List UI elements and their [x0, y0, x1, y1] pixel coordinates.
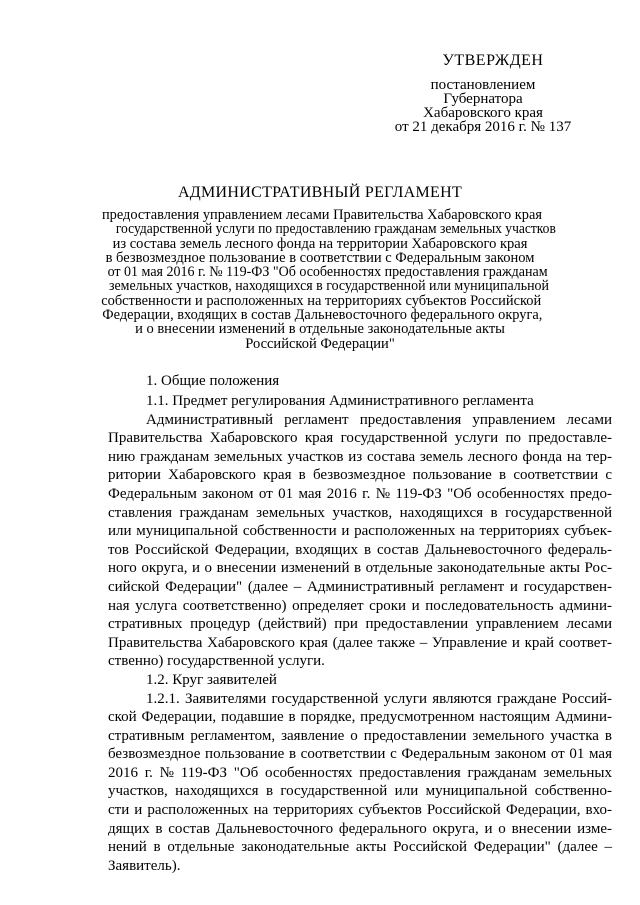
paragraph-line: стративных процедур (действий) при предоставлении управлением лесами [108, 616, 612, 633]
subtitle-line: Федерации, входящих в состав Дальневосточного федерального округа, [102, 307, 543, 324]
approval-line-3: Хабаровского края [423, 105, 543, 121]
subsection-heading: 1.2. Круг заявителей [146, 671, 277, 688]
subtitle-line: государственной услуги по предоставлению гражданам земельных участков [115, 221, 556, 238]
paragraph-line: 1.2.1. Заявителями государственной услуги являются граждане Россий- [146, 690, 612, 707]
subtitle-line: в безвозмездное пользование в соответствии с Федеральным законом [105, 249, 535, 266]
paragraph-line: участков, находящихся в государственной или муниципальной собственно- [108, 783, 612, 800]
paragraph-line: Правительства Хабаровского края (далее также – Управление и край соответ- [108, 634, 612, 651]
paragraph-line: сийской Федерации" (далее – Административный регламент и государствен- [108, 578, 612, 595]
paragraph-line: Правительства Хабаровского края государственной услуги по предоставле- [108, 430, 612, 447]
subsection-heading: 1.1. Предмет регулирования Административного регламента [146, 393, 534, 409]
paragraph-line: Административный регламент предоставления управлением лесами [146, 411, 612, 428]
paragraph-line: ного округа, и о внесении изменений в отдельные законодательные акты Рос- [108, 560, 612, 577]
paragraph-line: ской Федерации, подавшие в порядке, предусмотренном настоящим Админи- [108, 709, 612, 726]
paragraph-line: безвозмездное пользование в соответствии с Федеральным законом от 01 мая [108, 746, 612, 763]
document-title: АДМИНИСТРАТИВНЫЙ РЕГЛАМЕНТ [177, 184, 463, 201]
subtitle-line: предоставления управлением лесами Правительства Хабаровского края [101, 207, 542, 223]
body-text [108, 392, 612, 875]
paragraph-line: или муниципальной собственности и расположенных на территориях субъек- [108, 523, 612, 540]
approval-line-2: Губернатора [443, 91, 523, 107]
paragraph-line: ставления гражданам земельных участков, находящихся в государственной [108, 504, 612, 521]
paragraph-line: сти и расположенных на территориях субъектов Российской Федерации, вхо- [108, 802, 612, 819]
paragraph-line: дящих в состав Дальневосточного федерального округа, и о внесении изме- [108, 820, 612, 837]
paragraph-line: стративным регламентом, заявление о предоставлении земельного участка в [108, 727, 612, 744]
paragraph-line: нений в отдельные законодательные акты Российской Федерации" (далее – [108, 839, 612, 856]
subtitle-line: Российской Федерации" [245, 335, 395, 352]
subtitle-line: собственности и расположенных на территориях субъектов Российской [101, 292, 542, 309]
approval-date: от 21 декабря 2016 г. № 137 [394, 119, 572, 135]
approved-heading: УТВЕРЖДЕН [442, 52, 544, 69]
section-heading: 1. Общие положения [146, 373, 280, 389]
paragraph-line: тов Российской Федерации, входящих в состав Дальневосточного федераль- [108, 541, 612, 558]
paragraph-line: ритории Хабаровского края в безвозмездное пользование в соответствии с [108, 467, 612, 484]
paragraph-line: нию гражданам земельных участков из состава земель лесного фонда на тер- [108, 448, 612, 465]
paragraph-line: ственно) государственной услуги. [108, 653, 325, 670]
paragraph-line: Федеральным законом от 01 мая 2016 г. № 119-ФЗ "Об особенностях предо- [108, 485, 612, 502]
subtitle-line: земельных участков, находящихся в государственной или муниципальной [108, 278, 549, 295]
subtitle-line: из состава земель лесного фонда на территории Хабаровского края [112, 235, 528, 252]
subtitle-line: от 01 мая 2016 г. № 119-ФЗ "Об особенностях предоставления гражданам [107, 264, 548, 281]
paragraph-line: Заявитель). [108, 857, 181, 874]
approval-line-1: постановлением [430, 77, 536, 93]
subtitle-line: и о внесении изменений в отдельные законодательные акты [135, 321, 505, 338]
approval-stamp [388, 54, 578, 134]
document-subtitle [100, 207, 556, 352]
paragraph-line: ная услуга соответственно) определяет сроки и последовательность админи- [108, 597, 612, 614]
paragraph-line: 2016 г. № 119-ФЗ "Об особенностях предоставления гражданам земельных [108, 764, 612, 781]
